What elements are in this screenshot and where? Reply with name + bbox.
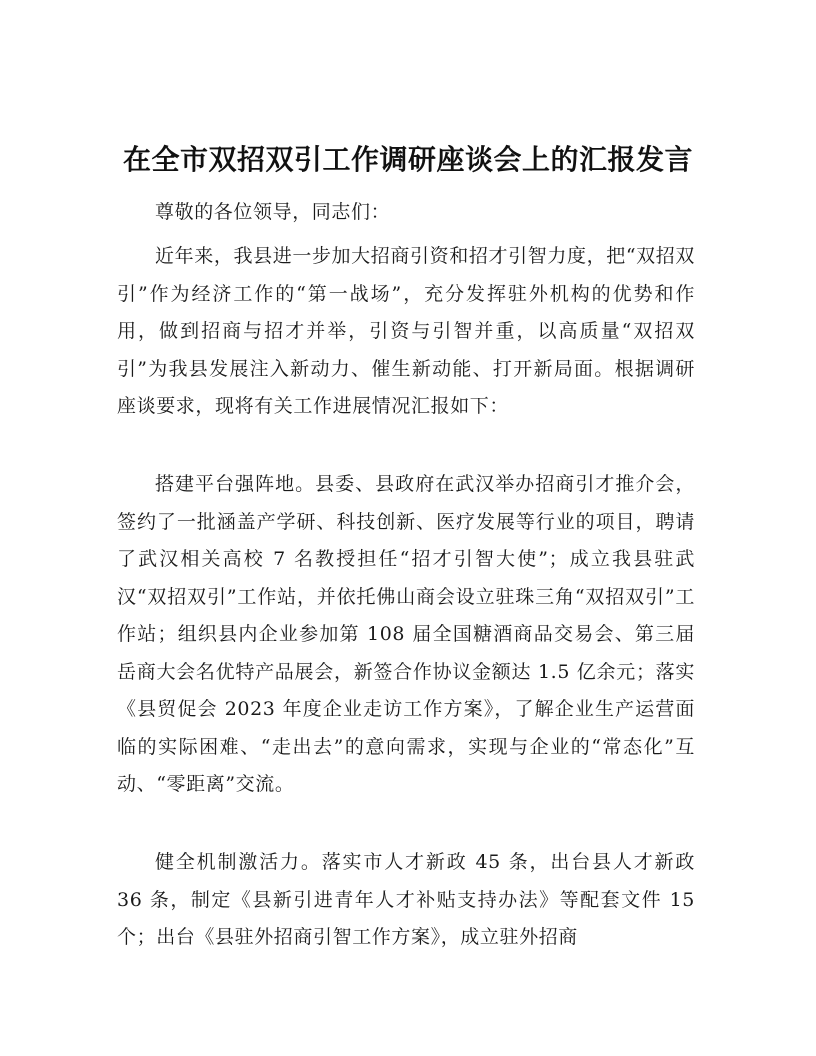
salutation: 尊敬的各位领导，同志们： [155,201,391,223]
paragraph-block-2 [117,466,695,804]
paragraph-mechanism: 健全机制激活力。落实市人才新政 45 条，出台县人才新政 36 条，制定《县新引进青年人才补贴支持办法》等配套文件 15 个；出台《县驻外招商引智工作方案》，成立驻外招商 [117,851,695,948]
salutation-block [117,194,695,232]
document-title: 在全市双招双引工作调研座谈会上的汇报发言 [122,143,693,176]
paragraph-block-1 [117,238,695,426]
paragraph-platform: 搭建平台强阵地。县委、县政府在武汉举办招商引才推介会，签约了一批涵盖产学研、科技创新、医疗发展等行业的项目，聘请了武汉相关高校 7 名教授担任“招才引智大使”；成立我县驻武汉“双招双引”工作站，并依托佛山商会设立驻珠三角“双招双引”工作站；组织县内企业参加第 108 届全国糖酒商品交易会、第三届岳商大会名优特产品展会，新签合作协议金额达 1.5 亿余元；落实《县贸促会 2023 年度企业走访工作方案》，了解企业生产运营面临的实际困难、“走出去”的意向需求，实现与企业的“常态化”互动、“零距离”交流。 [117,473,695,795]
paragraph-block-3 [117,844,695,957]
paragraph-intro: 近年来，我县进一步加大招商引资和招才引智力度，把“双招双引”作为经济工作的“第一战场”，充分发挥驻外机构的优势和作用，做到招商与招才并举，引资与引智并重，以高质量“双招双引”为我县发展注入新动力、催生新动能、打开新局面。根据调研座谈要求，现将有关工作进展情况汇报如下： [117,245,695,417]
